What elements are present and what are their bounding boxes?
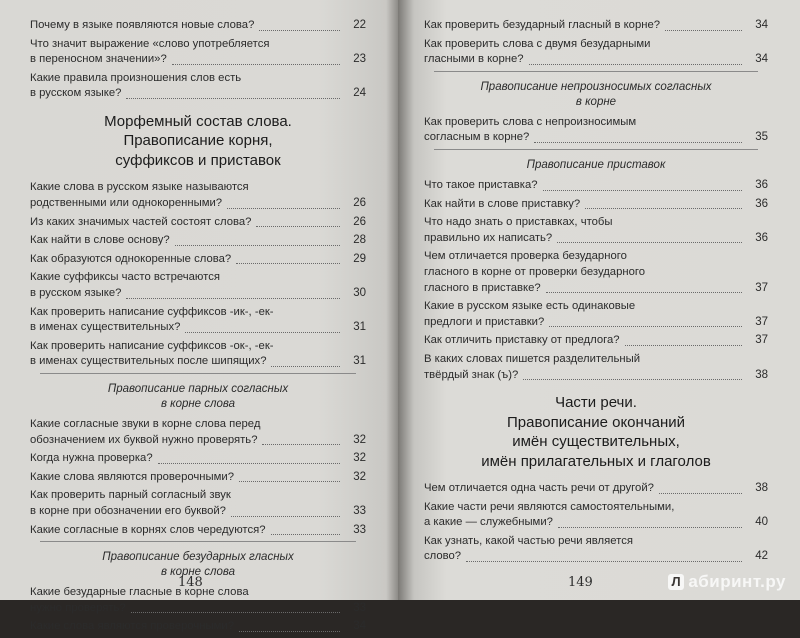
toc-entry-title: Какие правила произношения слов есть в русском языке?	[30, 71, 242, 100]
toc-entry	[30, 252, 366, 268]
toc-entry-page: 32	[353, 433, 366, 446]
leader-dots	[529, 64, 742, 65]
toc-entry-title: Что такое приставка?	[424, 178, 538, 191]
right-page	[398, 0, 800, 600]
toc-entry	[30, 180, 366, 211]
leader-dots	[131, 612, 340, 613]
divider-rule	[40, 373, 356, 374]
leader-dots	[126, 98, 340, 99]
toc-entry-title: Чем отличается проверка безударного гласного в корне от проверки безударного гласного в приставке?	[424, 250, 646, 294]
toc-entry-page: 38	[755, 368, 768, 381]
leader-dots	[523, 379, 742, 380]
leader-dots	[259, 30, 340, 31]
toc-entry	[424, 352, 768, 383]
toc-entry-page: 24	[353, 87, 366, 100]
leader-dots	[558, 527, 742, 528]
toc-entry-page: 34	[353, 620, 366, 633]
leader-dots	[256, 226, 340, 227]
leader-dots	[549, 326, 742, 327]
toc-entry-page: 33	[353, 504, 366, 517]
watermark-mark: Л	[668, 574, 684, 590]
toc-entry-page: 29	[353, 252, 366, 265]
toc-entry-title: Как проверить написание суффиксов -ик-, -ек- в именах существительных?	[30, 305, 274, 334]
toc-entry-title: Из каких значимых частей состоят слова?	[30, 215, 252, 228]
toc-entry	[424, 534, 768, 565]
toc-entry-title: Как узнать, какой частью речи является слово?	[424, 534, 633, 563]
toc-entry-title: Какие безударные гласные в корне слова нужно проверять?	[30, 586, 249, 614]
leader-dots	[659, 493, 742, 494]
toc-entry-title: Какие согласные в корнях слов чередуются?	[30, 523, 266, 536]
toc-entry-title: Что надо знать о приставках, чтобы правильно их написать?	[424, 216, 613, 244]
toc-entry-page: 42	[755, 550, 768, 563]
leader-dots	[227, 208, 340, 209]
toc-entry	[424, 115, 768, 146]
toc-entry	[30, 270, 366, 301]
toc-entry-title: Какие слова являются проверочными?	[30, 470, 234, 483]
toc-entry	[424, 197, 768, 213]
toc-entry-title: Какие слова являются проверочными?	[30, 620, 234, 633]
toc-entry-page: 23	[353, 53, 366, 66]
toc-entry-page: 32	[353, 470, 366, 483]
toc-entry	[30, 523, 366, 539]
toc-entry-title: Какие слова в русском языке называются родственными или однокоренными?	[30, 181, 249, 210]
toc-entry	[424, 215, 768, 246]
toc-entry-title: Как проверить парный согласный звук в корне при обозначении его буквой?	[30, 489, 231, 517]
toc-entry	[30, 488, 366, 519]
toc-entry-page: 22	[353, 19, 366, 31]
toc-entry-title: Как проверить безударный гласный в корне?	[424, 19, 661, 31]
toc-entry-title: Как найти в слове основу?	[30, 234, 170, 247]
leader-dots	[262, 444, 340, 445]
divider-rule	[434, 149, 758, 150]
leader-dots	[665, 30, 742, 31]
toc-entry-title: Чем отличается одна часть речи от другой?	[424, 482, 654, 495]
toc-entry-title: Как отличить приставку от предлога?	[424, 334, 620, 347]
leader-dots	[236, 263, 340, 264]
toc-entry-page: 38	[755, 482, 768, 495]
watermark-text: абиринт.ру	[688, 572, 786, 591]
toc-entry-page: 37	[755, 315, 768, 328]
leader-dots	[466, 561, 742, 562]
toc-entry-page: 31	[353, 321, 366, 334]
toc-entry-title: Когда нужна проверка?	[30, 452, 153, 465]
toc-entry-page: 30	[353, 287, 366, 300]
toc-entry	[30, 18, 366, 34]
toc-entry-page: 37	[755, 281, 768, 294]
toc-entry	[30, 233, 366, 249]
leader-dots	[175, 245, 340, 246]
subsection-heading: Правописание непроизносимых согласных в корне	[480, 80, 712, 108]
toc-entry	[424, 249, 768, 296]
toc-entry-title: Какие в русском языке есть одинаковые предлоги и приставки?	[424, 300, 636, 328]
toc-entry-page: 33	[353, 523, 366, 536]
toc-entry	[30, 339, 366, 370]
toc-entry-title: Что значит выражение «слово употребляется в переносном значении»?	[30, 37, 270, 66]
toc-entry	[30, 215, 366, 231]
toc-entry	[30, 470, 366, 486]
toc-entry	[424, 37, 768, 68]
leader-dots	[158, 463, 340, 464]
divider-rule	[434, 71, 758, 72]
toc-entry	[30, 71, 366, 102]
toc-entry	[424, 333, 768, 349]
toc-entry	[30, 417, 366, 448]
leader-dots	[271, 366, 340, 367]
toc-entry-title: Какие части речи являются самостоятельными, а какие — служебными?	[424, 500, 675, 529]
toc-entry-page: 34	[755, 19, 768, 31]
toc-entry	[424, 178, 768, 194]
toc-entry-title: Какие суффиксы часто встречаются в русском языке?	[30, 271, 220, 300]
toc-entry	[424, 18, 768, 34]
leader-dots	[126, 298, 340, 299]
toc-entry-title: Почему в языке появляются новые слова?	[30, 19, 255, 31]
watermark-logo	[668, 572, 786, 592]
section-heading: Части речи. Правописание окончаний имён существительных, имён прилагательных и глаголов	[481, 394, 711, 470]
toc-entry-page: 32	[353, 452, 366, 465]
toc-left	[30, 18, 366, 638]
page-number-right: 149	[568, 575, 593, 590]
toc-entry	[424, 481, 768, 497]
toc-entry-page: 37	[755, 334, 768, 347]
toc-entry-page: 36	[755, 197, 768, 210]
leader-dots	[239, 631, 340, 632]
toc-entry-title: Как проверить слова с непроизносимым согласным в корне?	[424, 115, 637, 144]
toc-entry	[30, 37, 366, 68]
toc-right	[424, 18, 768, 568]
leader-dots	[534, 142, 742, 143]
toc-entry-title: Как найти в слове приставку?	[424, 197, 581, 210]
leader-dots	[185, 332, 340, 333]
leader-dots	[546, 292, 742, 293]
leader-dots	[625, 345, 742, 346]
leader-dots	[239, 481, 340, 482]
toc-entry-page: 31	[353, 355, 366, 368]
leader-dots	[543, 190, 742, 191]
leader-dots	[172, 64, 340, 65]
toc-entry	[30, 451, 366, 467]
leader-dots	[231, 516, 340, 517]
toc-entry-page: 36	[755, 178, 768, 191]
toc-entry-page: 36	[755, 231, 768, 244]
toc-entry-page: 26	[353, 197, 366, 210]
leader-dots	[271, 534, 340, 535]
subsection-heading: Правописание безударных гласных в корне слова	[102, 551, 294, 579]
page-number-left: 148	[178, 575, 203, 590]
toc-entry-title: Как образуются однокоренные слова?	[30, 252, 232, 265]
toc-entry-title: Какие согласные звуки в корне слова перед обозначением их буквой нужно проверять?	[30, 418, 261, 446]
toc-entry	[30, 305, 366, 336]
toc-entry-page: 40	[755, 516, 768, 529]
toc-entry-title: В каких словах пишется разделительный твёрдый знак (ъ)?	[424, 352, 641, 381]
toc-entry-title: Как проверить написание суффиксов -ок-, -ек- в именах существительных после шипящих?	[30, 339, 274, 368]
toc-entry	[30, 619, 366, 635]
toc-entry-page: 26	[353, 215, 366, 228]
toc-entry-title: Как проверить слова с двумя безударными гласными в корне?	[424, 37, 651, 66]
toc-entry-page: 28	[353, 234, 366, 247]
subsection-heading: Правописание парных согласных в корне слова	[107, 383, 289, 410]
divider-rule	[40, 541, 356, 542]
toc-entry-page: 33	[353, 601, 366, 614]
toc-entry	[424, 500, 768, 531]
subsection-heading: Правописание приставок	[526, 158, 666, 171]
toc-entry-page: 34	[755, 53, 768, 66]
leader-dots	[585, 208, 742, 209]
toc-entry	[424, 299, 768, 330]
leader-dots	[557, 242, 742, 243]
section-heading: Морфемный состав слова. Правописание корня, суффиксов и приставок	[104, 112, 292, 169]
left-page	[0, 0, 398, 633]
toc-entry-page: 35	[755, 131, 768, 144]
